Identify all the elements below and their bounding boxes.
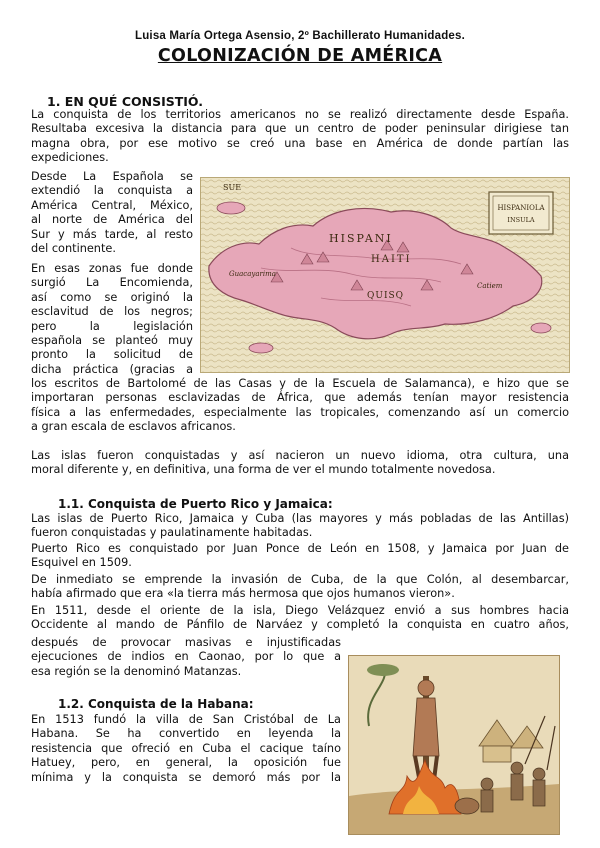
text-line: resistencia que ofreció en Cuba el cacique taíno xyxy=(31,741,341,755)
paragraph-hispaniola-expansion xyxy=(31,170,193,256)
paragraph-habana xyxy=(31,713,341,785)
text-line: Las islas fueron conquistadas y así nacieron un nuevo idioma, otra cultura, una xyxy=(31,449,569,462)
text-line: pronto la solicitud de xyxy=(31,348,193,362)
text-line: física a las enfermedades, especialmente las tropicales, comenzando así un comercio xyxy=(31,405,569,419)
text-line: dicha práctica (gracias a xyxy=(31,362,193,376)
text-line: al norte de América del xyxy=(31,213,193,227)
map-label-catiem: Catiem xyxy=(477,282,503,290)
text-line: En 1511, desde el oriente de la isla, Diego Velázquez envió a sus hombres hacia xyxy=(31,604,569,617)
text-line: los escritos de Bartolomé de las Casas y de la Escuela de Salamanca), e hizo que se xyxy=(31,377,569,390)
text-line: así como se originó la xyxy=(31,290,193,304)
text-line: del continente. xyxy=(31,242,116,256)
text-line: Hatuey, pero, en general, la oposición fue xyxy=(31,756,341,770)
map-label-hispani: HISPANI xyxy=(329,232,393,245)
text-line: había afirmado que era «la tierra más hermosa que ojos humanos vieron». xyxy=(31,587,455,601)
text-line: Resultaba excesiva la distancia para que un centro de poder peninsular dirigiese tan xyxy=(31,122,569,136)
section-1-heading: 1. EN QUÉ CONSISTIÓ. xyxy=(47,94,204,109)
text-line: moral diferente y, en definitiva, una forma de ver el mundo totalmente novedosa. xyxy=(31,463,496,477)
text-line: surgió La Encomienda, xyxy=(31,276,193,290)
text-line: expediciones. xyxy=(31,151,109,165)
text-line: Occidente al mando de Pánfilo de Narváez y completó la conquista en cuatro años, xyxy=(31,618,569,632)
text-line: Habana. Se ha convertido en leyenda la xyxy=(31,727,341,741)
text-line: ejecuciones de indios en Caonao, por lo que a xyxy=(31,650,341,664)
paragraph-encomienda-full xyxy=(31,377,569,435)
text-line: Esquivel en 1509. xyxy=(31,556,132,570)
text-line: fueron conquistadas y paulatinamente habitadas. xyxy=(31,526,313,540)
text-line: después de provocar masivas e injustificadas xyxy=(31,636,341,649)
text-line: Desde La Española se xyxy=(31,170,193,183)
paragraph-velazquez-side xyxy=(31,636,341,679)
author-line: Luisa María Ortega Asensio, 2º Bachillerato Humanidades. xyxy=(134,30,466,42)
text-line: Las islas de Puerto Rico, Jamaica y Cuba (las mayores y más pobladas de las Antillas) xyxy=(31,512,569,525)
hispaniola-map-image xyxy=(200,177,570,373)
text-line: La conquista de los territorios americanos no se realizó directamente desde España. xyxy=(31,108,569,121)
text-line: a gran escala de esclavos africanos. xyxy=(31,420,236,434)
section-1-1-heading: 1.1. Conquista de Puerto Rico y Jamaica: xyxy=(58,497,333,511)
text-line: importaran personas esclavizadas de África, que además tenían mayor resistencia xyxy=(31,391,569,405)
text-line: mínima y la conquista se demoró más por la xyxy=(31,770,341,784)
map-label-haiti: HAITI xyxy=(371,254,412,265)
text-line: Puerto Rico es conquistado por Juan Ponce de León en 1508, y Jamaica por Juan de xyxy=(31,542,569,555)
section-1-2-heading: 1.2. Conquista de la Habana: xyxy=(58,697,254,711)
paragraph-encomienda-side xyxy=(31,262,193,377)
map-label-sue: SUE xyxy=(223,183,242,192)
text-line: esclavitud de los negros; xyxy=(31,305,193,319)
text-line: esa región se la denominó Matanzas. xyxy=(31,664,242,678)
text-line: De inmediato se emprende la invasión de Cuba, de la que Colón, al desembarcar, xyxy=(31,573,569,586)
text-line: Sur y más tarde, al resto xyxy=(31,227,193,241)
paragraph-velazquez-full xyxy=(31,604,569,633)
document-title: COLONIZACIÓN DE AMÉRICA xyxy=(157,46,443,66)
text-line: magna obra, por ese motivo se creó una base en América de donde partían las xyxy=(31,136,569,150)
hatuey-execution-illustration xyxy=(348,655,560,835)
text-line: extendió la conquista a xyxy=(31,184,193,198)
paragraph-cuba xyxy=(31,573,569,602)
map-label-guacayarima: Guacayarima xyxy=(229,270,276,278)
map-cartouche-line2: INSULA xyxy=(507,216,535,224)
paragraph-puerto-rico xyxy=(31,542,569,571)
text-line: América Central, México, xyxy=(31,198,193,212)
text-line: En esas zonas fue donde xyxy=(31,262,193,275)
map-cartouche-line1: HISPANIOLA xyxy=(497,204,545,212)
map-label-quisq: QUISQ xyxy=(367,291,405,301)
paragraph-intro xyxy=(31,108,569,166)
text-line: En 1513 fundó la villa de San Cristóbal de La xyxy=(31,713,341,726)
text-line: pero la legislación xyxy=(31,319,193,333)
paragraph-new-culture xyxy=(31,449,569,478)
paragraph-islands xyxy=(31,512,569,541)
text-line: española se planteó muy xyxy=(31,334,193,348)
